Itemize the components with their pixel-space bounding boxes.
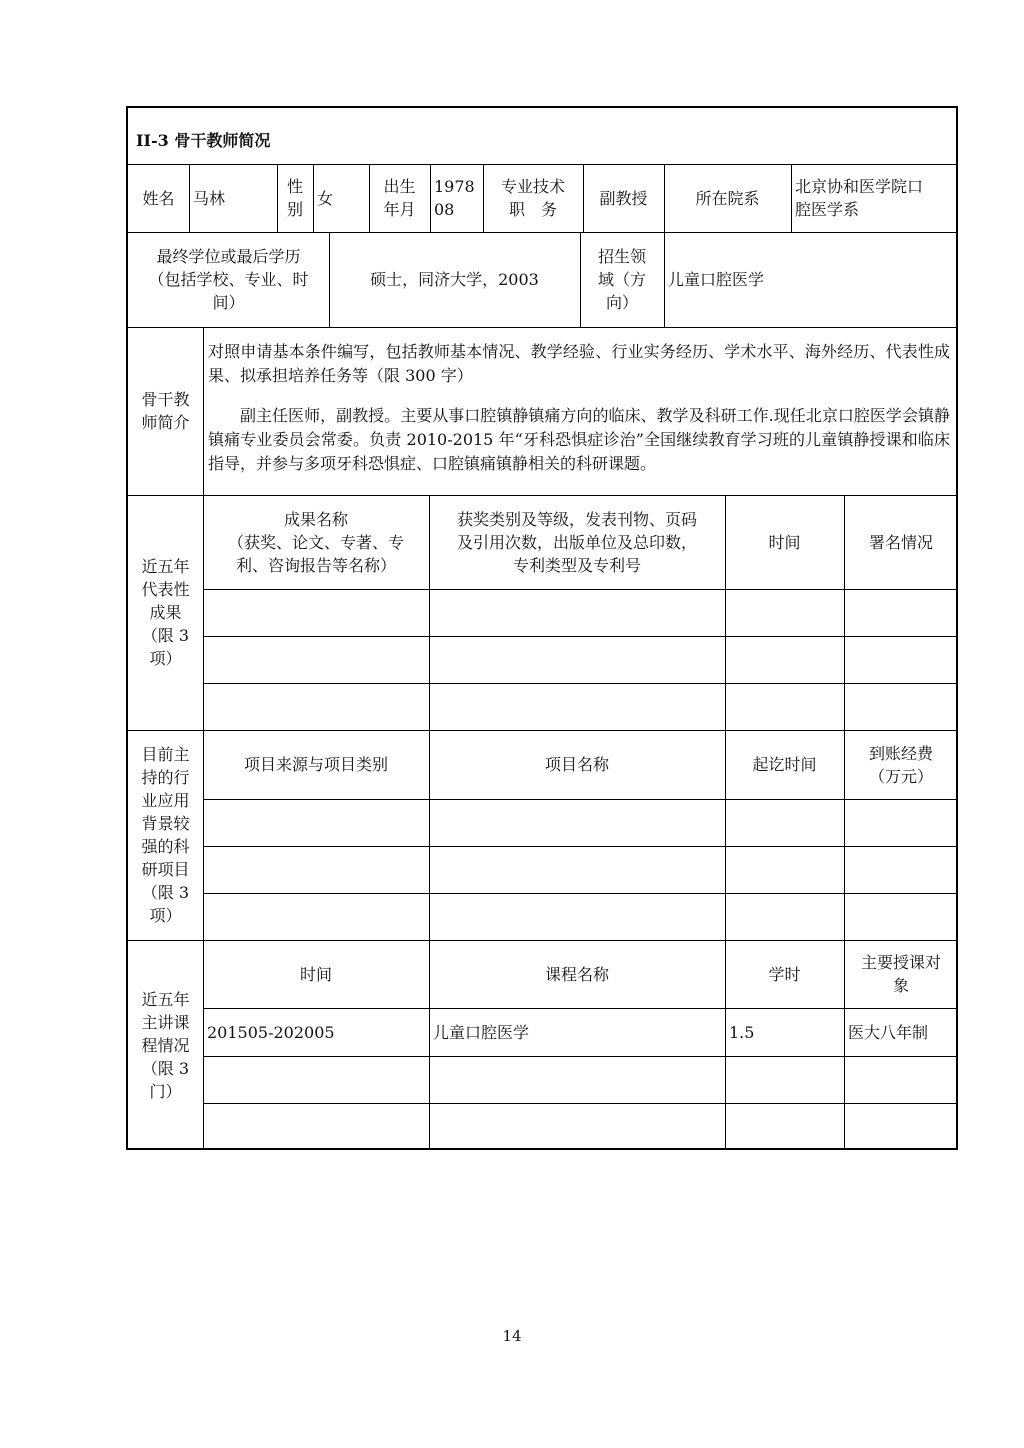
grid-line xyxy=(128,327,958,328)
name-label: 姓名 xyxy=(142,188,175,208)
achievements-header: 时间 xyxy=(768,532,801,552)
dept-value: 北京协和医学院口 腔医学系 xyxy=(795,177,924,219)
degree-value: 硕士，同济大学，2003 xyxy=(370,270,539,289)
projects-cell xyxy=(844,799,958,846)
projects-cell xyxy=(725,846,844,893)
projects-cell xyxy=(429,846,725,893)
achievements-cell xyxy=(429,683,725,730)
projects-cell xyxy=(725,799,844,846)
achievements-cell xyxy=(725,683,844,730)
achievements-cell xyxy=(203,589,429,636)
achievements-cell xyxy=(203,636,429,683)
gender-label: 性 别 xyxy=(286,177,303,219)
courses-cell xyxy=(203,1103,429,1150)
achievements-cell xyxy=(844,683,958,730)
courses-header: 主要授课对 象 xyxy=(860,953,941,995)
courses-cell xyxy=(844,1103,958,1150)
name-value: 马林 xyxy=(193,188,226,208)
section-title: II-3 骨干教师简况 xyxy=(136,131,271,150)
courses-label: 近五年 主讲课 程情况 （限 3 门） xyxy=(141,989,190,1101)
title-value: 副教授 xyxy=(599,188,648,208)
degree-label: 最终学位或最后学历 （包括学校、专业、时 间） xyxy=(148,247,309,312)
projects-header: 项目名称 xyxy=(544,755,609,774)
courses-header: 学时 xyxy=(768,964,801,984)
achievements-cell xyxy=(429,589,725,636)
courses-cell xyxy=(429,1056,725,1103)
achievements-cell xyxy=(429,636,725,683)
courses-cell xyxy=(429,1103,725,1150)
achievements-header: 获奖类别及等级，发表刊物、页码 及引用次数，出版单位及总印数， 专利类型及专利号 xyxy=(456,509,697,575)
achievements-cell xyxy=(844,589,958,636)
courses-cell xyxy=(844,1056,958,1103)
courses-cell xyxy=(203,1056,429,1103)
projects-label: 目前主 持的行 业应用 背景较 强的科 研项目 （限 3 项） xyxy=(141,745,190,925)
profile-body: 副主任医师，副教授。主要从事口腔镇静镇痛方向的临床、教学及科研工作.现任北京口腔医学会镇静镇痛专业委员会常委。负责 2010-2015 年“牙科恐惧症诊治”全国继续教育学习班的儿童镇静授课和临床指导，并参与多项牙科恐惧症、口腔镇痛镇静相关的科研课题。 xyxy=(208,406,950,473)
projects-cell xyxy=(429,893,725,940)
projects-cell xyxy=(203,799,429,846)
achievements-cell xyxy=(725,636,844,683)
projects-cell xyxy=(844,893,958,940)
projects-cell xyxy=(429,799,725,846)
field-label: 招生领 域（方 向） xyxy=(597,247,646,312)
dept-label: 所在院系 xyxy=(695,188,760,208)
page-number: 14 xyxy=(502,1327,522,1345)
courses-cell xyxy=(725,1103,844,1150)
projects-cell xyxy=(725,893,844,940)
courses-cell: 医大八年制 xyxy=(848,1022,929,1042)
courses-cell: 儿童口腔医学 xyxy=(433,1022,530,1042)
courses-cell xyxy=(725,1056,844,1103)
projects-header: 起讫时间 xyxy=(752,755,817,774)
projects-header: 项目来源与项目类别 xyxy=(243,755,388,774)
profile-instruction: 对照申请基本条件编写，包括教师基本情况、教学经验、行业实务经历、学术水平、海外经历、代表性成果、拟承担培养任务等（限 300 字） xyxy=(208,342,950,385)
birth-value: 1978 08 xyxy=(434,177,475,219)
projects-header: 到账经费 （万元） xyxy=(868,743,933,786)
achievements-cell xyxy=(725,589,844,636)
projects-cell xyxy=(203,846,429,893)
courses-cell: 1.5 xyxy=(729,1022,755,1042)
courses-cell: 201505-202005 xyxy=(207,1022,335,1042)
achievements-header: 成果名称 （获奖、论文、专著、专 利、咨询报告等名称） xyxy=(227,509,404,575)
title-label: 专业技术 职 务 xyxy=(500,177,565,219)
courses-header: 时间 xyxy=(299,964,332,984)
field-value: 儿童口腔医学 xyxy=(668,270,765,289)
projects-cell xyxy=(844,846,958,893)
achievements-header: 署名情况 xyxy=(868,532,933,552)
projects-cell xyxy=(203,893,429,940)
achievements-cell xyxy=(844,636,958,683)
birth-label: 出生 年月 xyxy=(383,177,416,219)
achievements-cell xyxy=(203,683,429,730)
gender-value: 女 xyxy=(317,188,334,208)
courses-header: 课程名称 xyxy=(544,964,609,984)
achievements-label: 近五年 代表性 成果 （限 3 项） xyxy=(141,557,190,668)
teacher-profile-form xyxy=(126,106,958,1150)
profile-label: 骨干教 师简介 xyxy=(141,390,190,432)
